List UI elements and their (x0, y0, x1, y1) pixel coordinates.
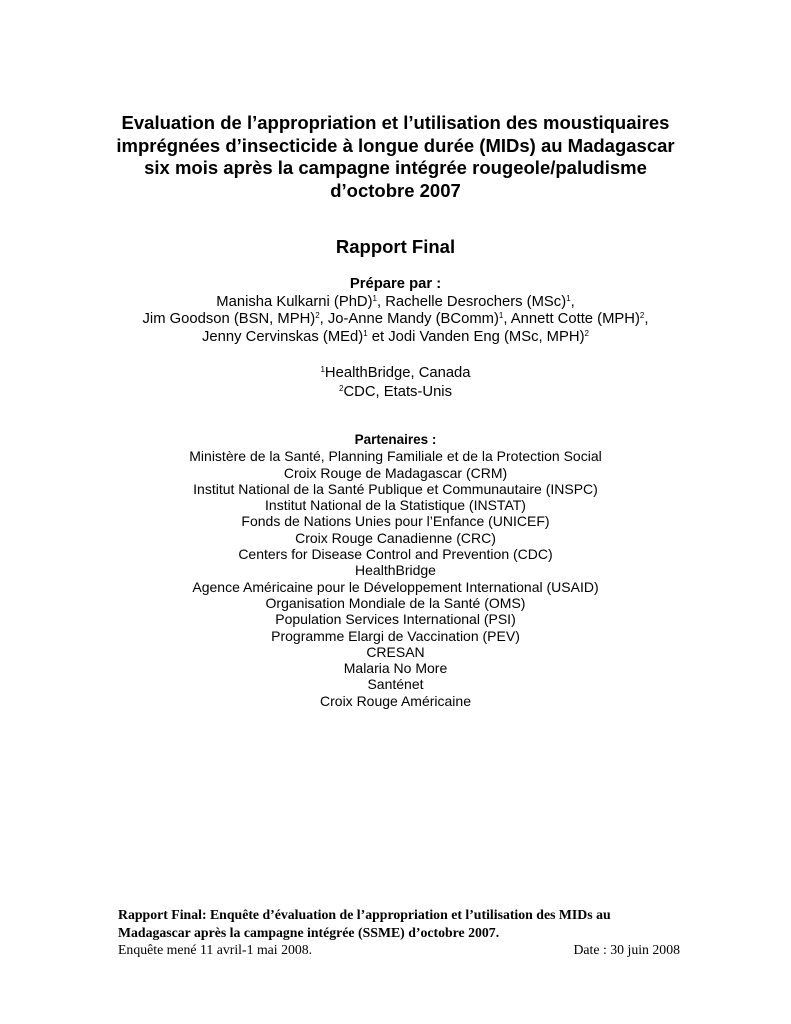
affiliation-text: HealthBridge, Canada (324, 365, 471, 381)
author-name: , Jo-Anne Mandy (BComm) (319, 311, 499, 327)
footer-meta-row (118, 941, 680, 958)
partner-item: Institut National de la Statistique (INSTAT) (265, 497, 526, 514)
author-line (40, 294, 751, 312)
title-line: Evaluation de l’appropriation et l’utilisation des moustiquaires (121, 112, 670, 133)
author-affiliation-mark: 1 (372, 293, 377, 303)
author-line (40, 311, 751, 329)
author-affiliation-mark: 2 (584, 328, 589, 338)
partner-item: Ministère de la Santé, Planning Familiale et de la Protection Social (189, 448, 602, 465)
prepared-by-section (40, 276, 751, 346)
partner-item: HealthBridge (355, 562, 436, 579)
affiliation-text: CDC, Etats-Unis (343, 383, 452, 400)
author-affiliation-mark: 2 (315, 311, 320, 320)
author-affiliation-mark: 1 (566, 293, 571, 303)
title-line: d’octobre 2007 (330, 179, 461, 201)
partner-item: Agence Américaine pour le Développement International (USAID) (192, 578, 599, 595)
footer-report-title: Rapport Final: Enquête d’évaluation de l’appropriation et l’utilisation des MIDs au (118, 907, 611, 922)
author-affiliation-mark: 2 (639, 311, 645, 320)
affiliation-number: 2 (339, 383, 344, 393)
partner-item: Croix Rouge de Madagascar (CRM) (283, 464, 508, 481)
partner-item: CRESAN (366, 643, 425, 660)
affiliations (60, 364, 731, 401)
affiliation-number: 1 (320, 365, 325, 374)
footer-report-title-cont: Madagascar après la campagne intégrée (SSME) d’octobre 2007. (118, 924, 500, 940)
partners-heading: Partenaires : (354, 432, 437, 447)
author-affiliation-mark: 1 (363, 328, 368, 338)
partner-item: Santénet (367, 676, 424, 693)
author-name: et Jodi Vanden Eng (MSc, MPH) (367, 328, 585, 345)
author-name: , Rachelle Desrochers (MSc) (377, 293, 567, 310)
partner-item: Organisation Mondiale de la Santé (OMS) (265, 594, 526, 611)
title-line: six mois après la campagne intégrée rougeole/paludisme (144, 157, 647, 178)
author-line (40, 329, 751, 347)
prepared-by-heading: Prépare par : (349, 276, 442, 292)
partner-item: Programme Elargi de Vaccination (PEV) (271, 627, 520, 644)
partner-item: Croix Rouge Canadienne (CRC) (295, 529, 496, 546)
author-name: Manisha Kulkarni (PhD) (216, 293, 373, 310)
partner-item: Malaria No More (343, 660, 448, 677)
author-affiliation-mark: 1 (498, 311, 504, 320)
survey-period: Enquête mené 11 avril-1 mai 2008. (118, 942, 313, 957)
partner-item: Fonds de Nations Unies pour l’Enfance (UNICEF) (241, 513, 550, 530)
report-subtitle: Rapport Final (335, 236, 456, 257)
title-line: imprégnées d’insecticide à longue durée (MIDs) au Madagascar (116, 134, 675, 156)
author-separator: , (644, 311, 649, 327)
author-name: Jim Goodson (BSN, MPH) (142, 311, 316, 327)
partner-item: Institut National de la Santé Publique et Communautaire (INSPC) (193, 480, 598, 497)
author-separator: , (570, 293, 575, 310)
partner-item: Population Services International (PSI) (275, 611, 516, 628)
page-footer (118, 906, 680, 958)
author-name: , Annett Cotte (MPH) (503, 311, 640, 327)
report-title (60, 112, 731, 202)
partners-section (60, 432, 731, 709)
author-name: Jenny Cervinskas (MEd) (202, 328, 364, 345)
partner-item: Centers for Disease Control and Prevention (CDC) (238, 546, 553, 563)
affiliation-item (60, 383, 731, 402)
partner-item: Croix Rouge Américaine (320, 692, 471, 709)
affiliation-item (60, 364, 731, 383)
report-date: Date : 30 juin 2008 (573, 942, 680, 957)
